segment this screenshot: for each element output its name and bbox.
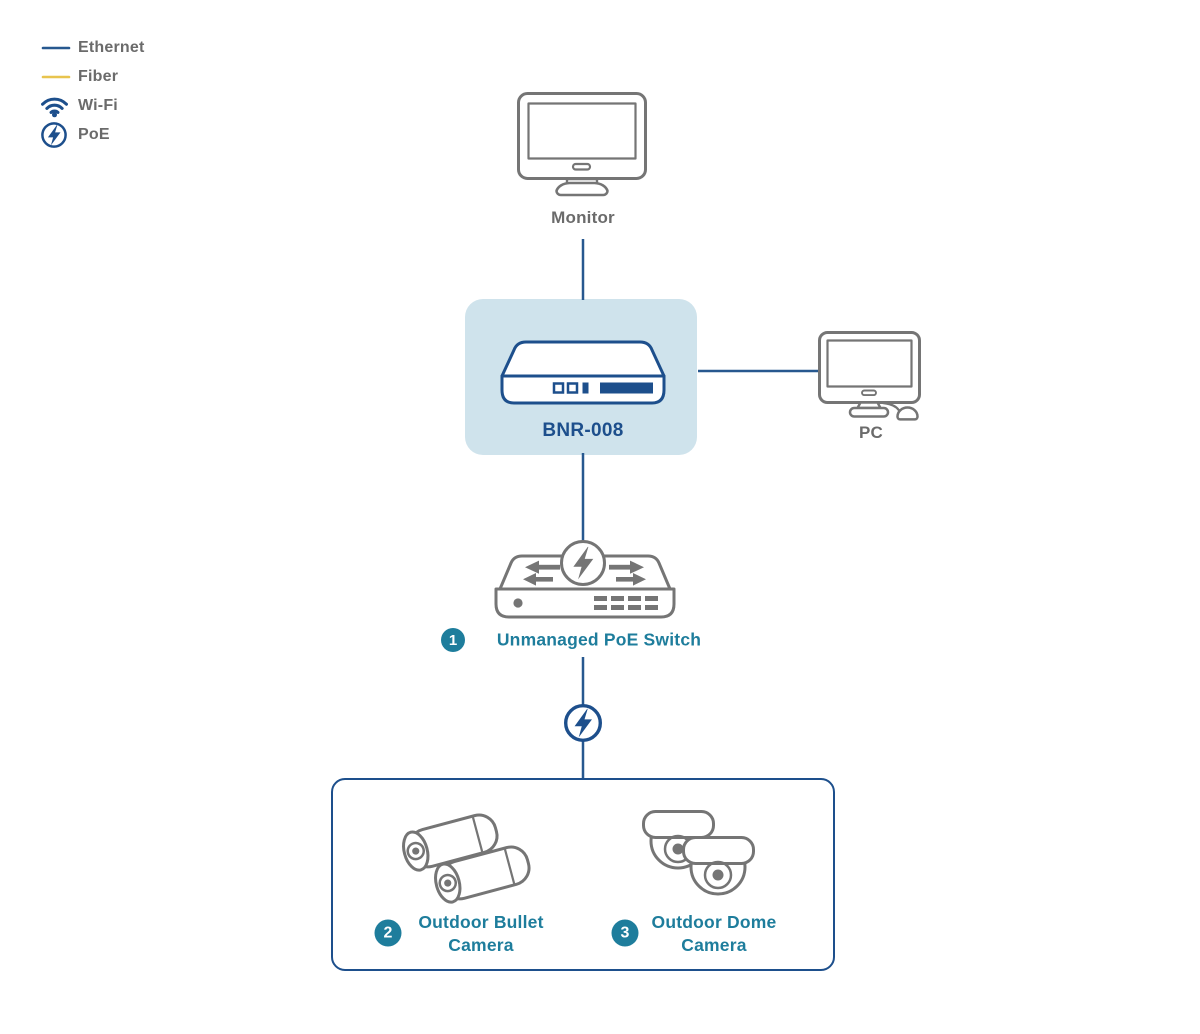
poe-switch-icon: [489, 536, 681, 620]
poe-switch-label: Unmanaged PoE Switch: [496, 629, 702, 650]
bullet-camera-icon: [388, 804, 534, 906]
dome-camera-icon: [642, 810, 756, 904]
step-badge-3: 3: [612, 920, 639, 947]
legend-label: Fiber: [78, 67, 119, 85]
legend-label: Wi-Fi: [78, 96, 118, 114]
nvr-icon: [497, 339, 669, 407]
dome-camera-label-line2: Camera: [681, 935, 747, 955]
nvr-label: BNR-008: [542, 420, 624, 441]
monitor-label: Monitor: [551, 208, 615, 227]
bullet-camera-label-line2: Camera: [448, 935, 514, 955]
monitor-icon: [516, 91, 648, 197]
step-badge-2: 2: [375, 920, 402, 947]
step-badge-1: 1: [441, 628, 465, 652]
legend-label: PoE: [78, 125, 110, 143]
dome-camera-label-line1: Outdoor Dome: [651, 912, 777, 932]
dome-camera-front: [684, 838, 754, 895]
dome-camera-label: [652, 911, 777, 957]
bullet-camera-label-line1: Outdoor Bullet: [418, 912, 544, 932]
legend-label: Ethernet: [78, 38, 145, 56]
poe-icon: [562, 542, 605, 585]
poe-icon: [562, 702, 604, 744]
pc-label: PC: [858, 423, 884, 442]
bullet-camera-label: [418, 911, 543, 957]
pc-icon: [815, 329, 923, 421]
